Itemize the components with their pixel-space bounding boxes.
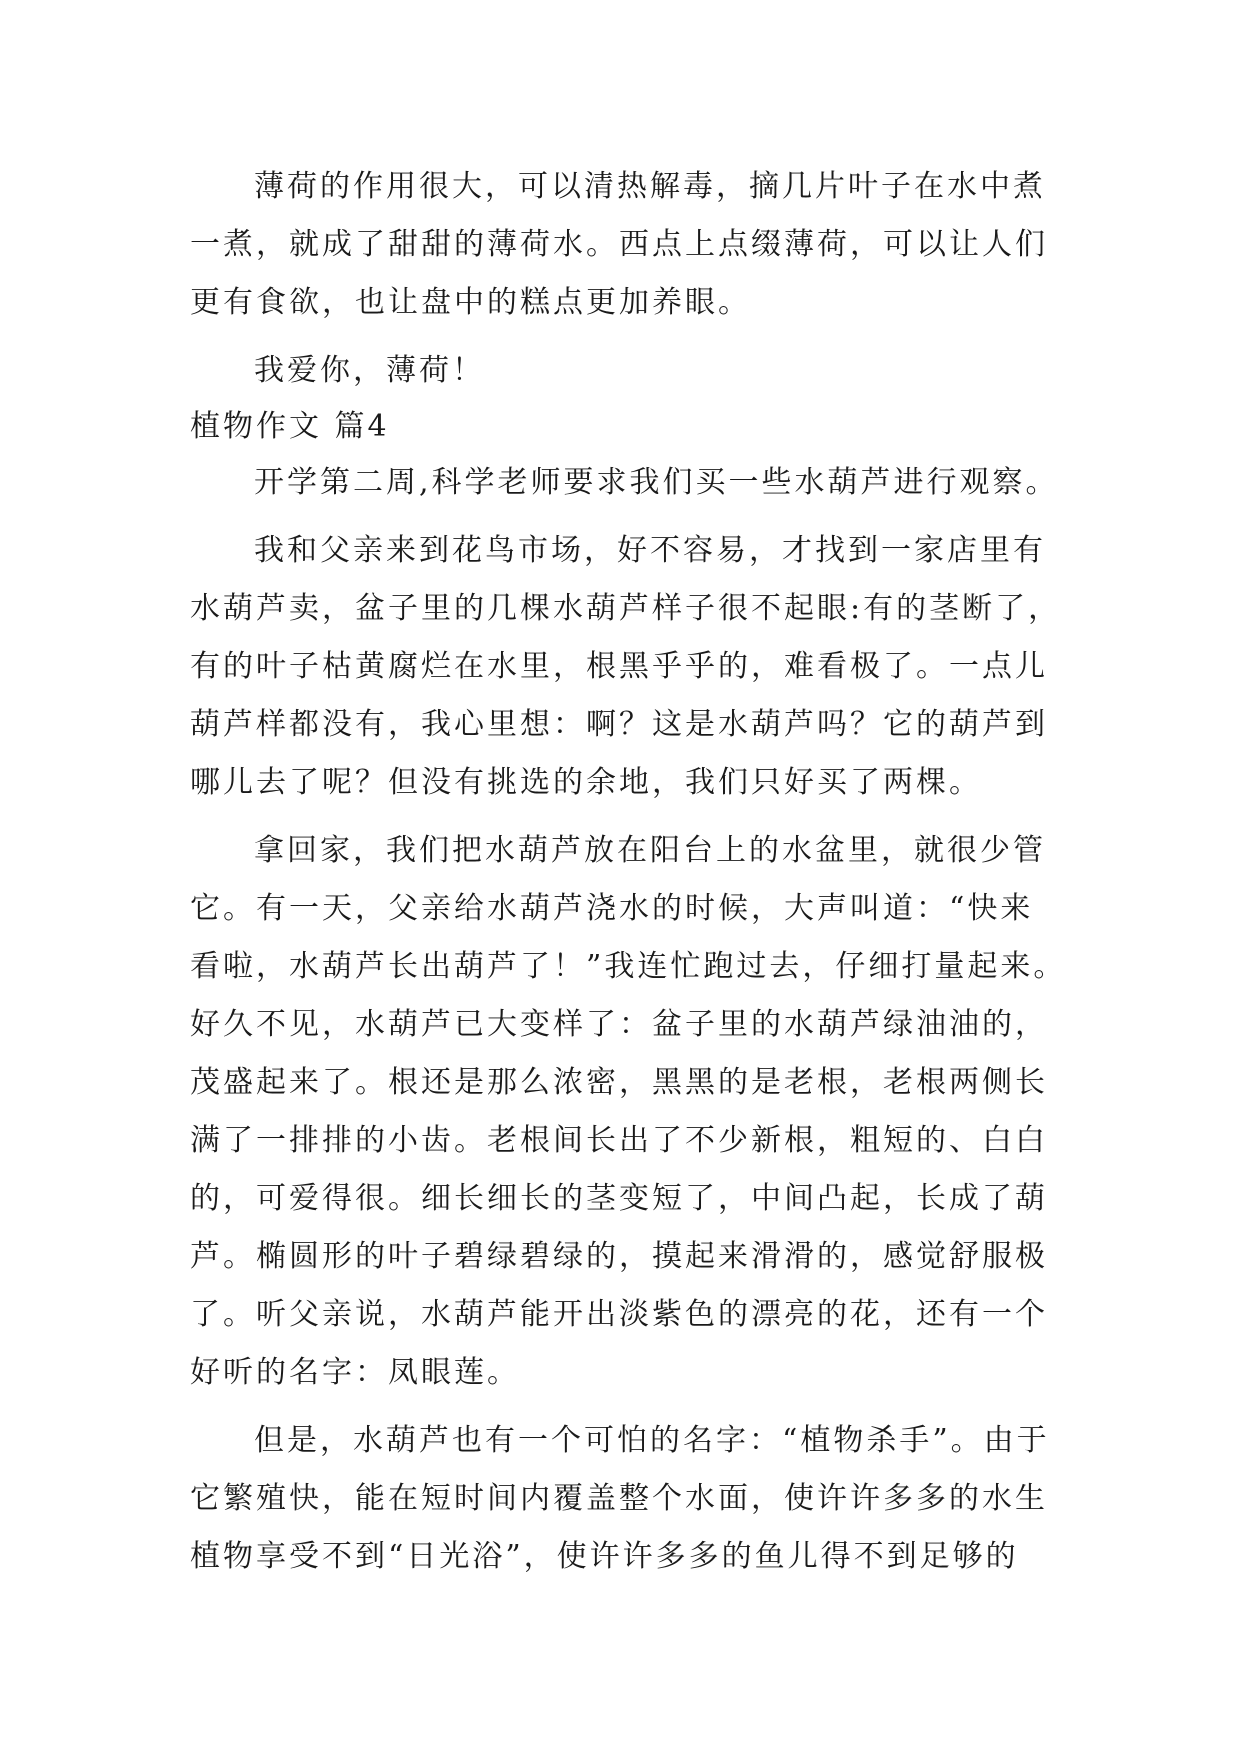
paragraph-line: 植物享受不到“日光浴”，使许许多多的鱼儿得不到足够的 bbox=[190, 1539, 1019, 1574]
paragraph-line: 看啦，水葫芦长出葫芦了！”我连忙跑过去，仔细打量起来。 bbox=[190, 949, 1067, 984]
paragraph-line: 我爱你，薄荷！ bbox=[254, 353, 485, 388]
paragraph-line: 好久不见，水葫芦已大变样了：盆子里的水葫芦绿油油的， bbox=[190, 1007, 1048, 1042]
paragraph-line: 一煮，就成了甜甜的薄荷水。西点上点缀薄荷，可以让人们 bbox=[190, 227, 1048, 262]
paragraph-line: 芦。椭圆形的叶子碧绿碧绿的，摸起来滑滑的，感觉舒服极 bbox=[190, 1239, 1048, 1274]
paragraph-line: 我和父亲来到花鸟市场，好不容易，才找到一家店里有 bbox=[254, 533, 1046, 568]
section-heading: 植物作文 篇4 bbox=[190, 409, 390, 444]
paragraph-line: 水葫芦卖，盆子里的几棵水葫芦样子很不起眼:有的茎断了， bbox=[190, 591, 1062, 626]
paragraph-line: 茂盛起来了。根还是那么浓密，黑黑的是老根，老根两侧长 bbox=[190, 1065, 1048, 1100]
paragraph-line: 满了一排排的小齿。老根间长出了不少新根，粗短的、白白 bbox=[190, 1123, 1048, 1158]
paragraph-line: 但是，水葫芦也有一个可怕的名字：“植物杀手”。由于 bbox=[254, 1423, 1050, 1458]
paragraph-line: 它。有一天，父亲给水葫芦浇水的时候，大声叫道：“快来 bbox=[190, 891, 1034, 926]
paragraph-line: 它繁殖快，能在短时间内覆盖整个水面，使许许多多的水生 bbox=[190, 1481, 1048, 1516]
document-body bbox=[190, 158, 1067, 1586]
paragraph-line: 拿回家，我们把水葫芦放在阳台上的水盆里，就很少管 bbox=[254, 833, 1046, 868]
paragraph-line: 更有食欲，也让盘中的糕点更加养眼。 bbox=[190, 285, 751, 320]
paragraph-line: 哪儿去了呢？但没有挑选的余地，我们只好买了两棵。 bbox=[190, 765, 982, 800]
paragraph-line: 好听的名字：凤眼莲。 bbox=[190, 1355, 520, 1390]
paragraph-line: 了。听父亲说，水葫芦能开出淡紫色的漂亮的花，还有一个 bbox=[190, 1297, 1048, 1332]
paragraph-line: 葫芦样都没有，我心里想：啊？这是水葫芦吗？它的葫芦到 bbox=[190, 707, 1048, 742]
paragraph-line: 有的叶子枯黄腐烂在水里，根黑乎乎的，难看极了。一点儿 bbox=[190, 649, 1048, 684]
paragraph-line: 薄荷的作用很大，可以清热解毒，摘几片叶子在水中煮 bbox=[254, 169, 1046, 204]
paragraph-line: 的，可爱得很。细长细长的茎变短了，中间凸起，长成了葫 bbox=[190, 1181, 1048, 1216]
paragraph-line: 开学第二周,科学老师要求我们买一些水葫芦进行观察。 bbox=[254, 465, 1059, 500]
